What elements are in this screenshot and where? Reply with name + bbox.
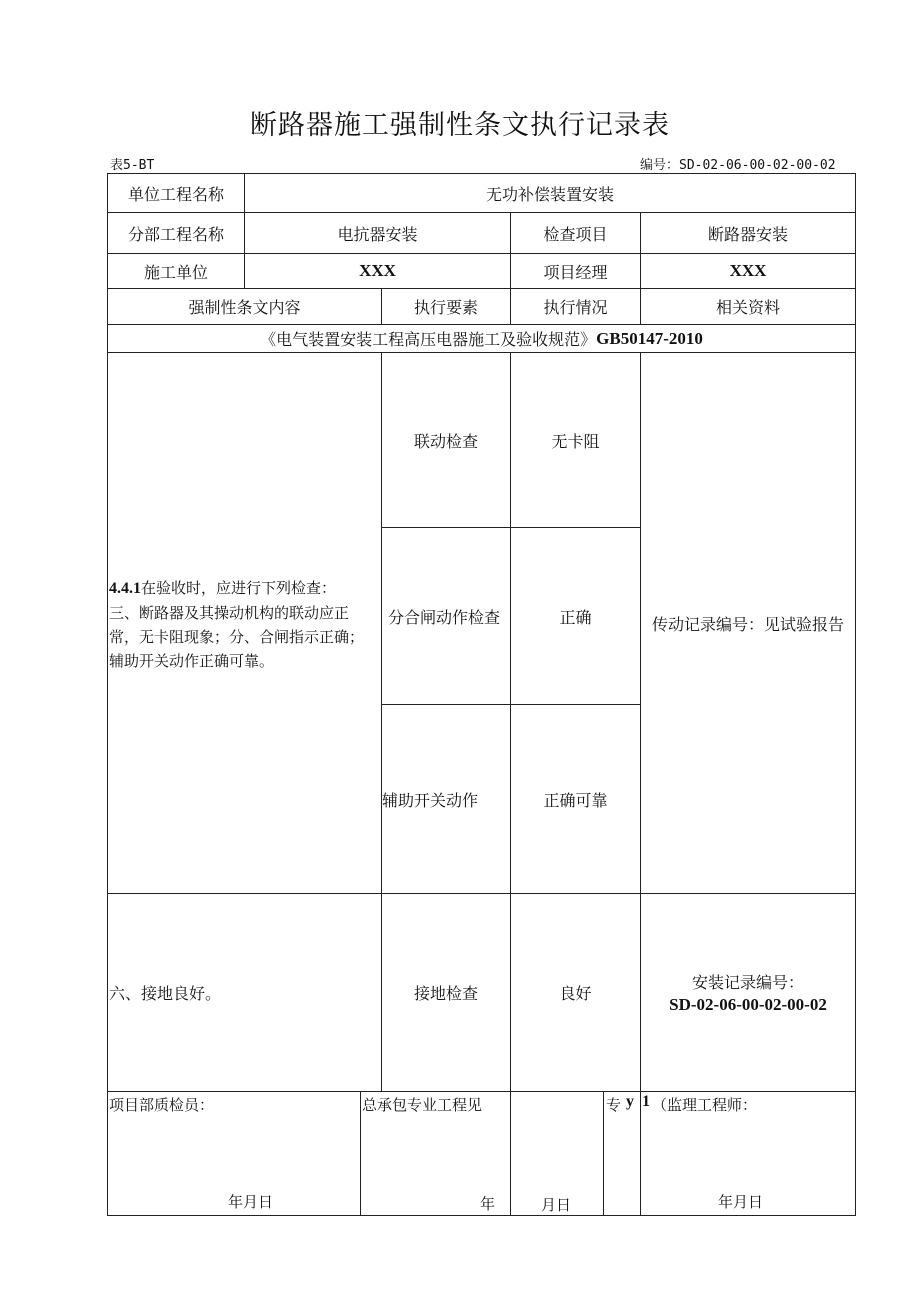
column-status: 执行情况 [543,298,608,317]
docs-installation-value: SD-02-06-00-02-00-02 [669,995,827,1014]
element-aux-switch: 辅助开关动作 [382,790,479,810]
clause-441-line-3: 常，无卡阻现象；分、合闸指示正确； [109,628,365,646]
clause-441-line-4: 辅助开关动作正确可靠。 [109,652,275,670]
status-good: 良好 [559,984,592,1003]
clause-grounding-text: 六、接地良好。 [109,984,222,1003]
construction-unit-label: 施工单位 [143,262,208,282]
check-item-label: 检查项目 [543,224,608,244]
page-title: 断路器施工强制性条文执行记录表 [250,110,670,141]
element-linkage-check: 联动检查 [413,431,478,451]
qc-date: 年月日 [228,1193,274,1211]
supervisor-date: 年月日 [718,1193,764,1211]
fragment-zhuan: 专 [606,1096,622,1114]
contractor-date: 月日 [541,1196,572,1214]
status-correct: 正确 [559,607,592,627]
table-number: 表5-BT [110,158,155,173]
unit-project-label: 单位工程名称 [127,184,224,204]
contractor-engineer-label: 总承包专业工程见 [362,1096,483,1114]
status-no-jam: 无卡阻 [551,431,600,451]
unit-project-value: 无功补偿装置安装 [485,184,614,204]
manager-value: XXX [729,261,767,280]
standard-reference [108,325,855,352]
sub-project-value: 电抗器安装 [337,224,418,244]
fragment-y: y [626,1093,634,1110]
manager-label: 项目经理 [543,262,608,282]
check-item-value: 断路器安装 [707,224,788,244]
supervisor-label: （监理工程师： [652,1096,758,1114]
clause-441-line-1: 在验收时，应进行下列检查： [141,579,337,597]
standard-name: 《电气装置安装工程高压电器施工及验收规范》 [260,330,597,349]
serial-number: 编号：SD-02-06-00-02-00-02 [640,158,836,173]
docs-installation-label: 安装记录编号： [691,973,804,992]
qc-inspector-label: 项目部质检员： [109,1096,215,1114]
element-grounding-check: 接地检查 [413,984,478,1003]
contractor-year: 年 [480,1195,496,1213]
column-docs: 相关资料 [715,298,780,317]
status-correct-reliable: 正确可靠 [543,790,608,810]
sub-project-label: 分部工程名称 [127,224,224,244]
construction-unit-value: XXX [359,261,396,280]
clause-441-text [109,576,381,673]
column-content: 强制性条文内容 [188,298,301,317]
standard-code: GB50147-2010 [596,328,703,348]
clause-441-line-2: 三、断路器及其操动机构的联动应正 [109,604,350,622]
element-open-close-check: 分合闸动作检查 [388,607,501,627]
docs-transmission-record: 传动记录编号：见试验报告 [651,614,844,634]
clause-441-number: 4.4.1 [109,580,141,597]
column-elements: 执行要素 [413,298,478,317]
fragment-one: 1 [642,1093,650,1110]
